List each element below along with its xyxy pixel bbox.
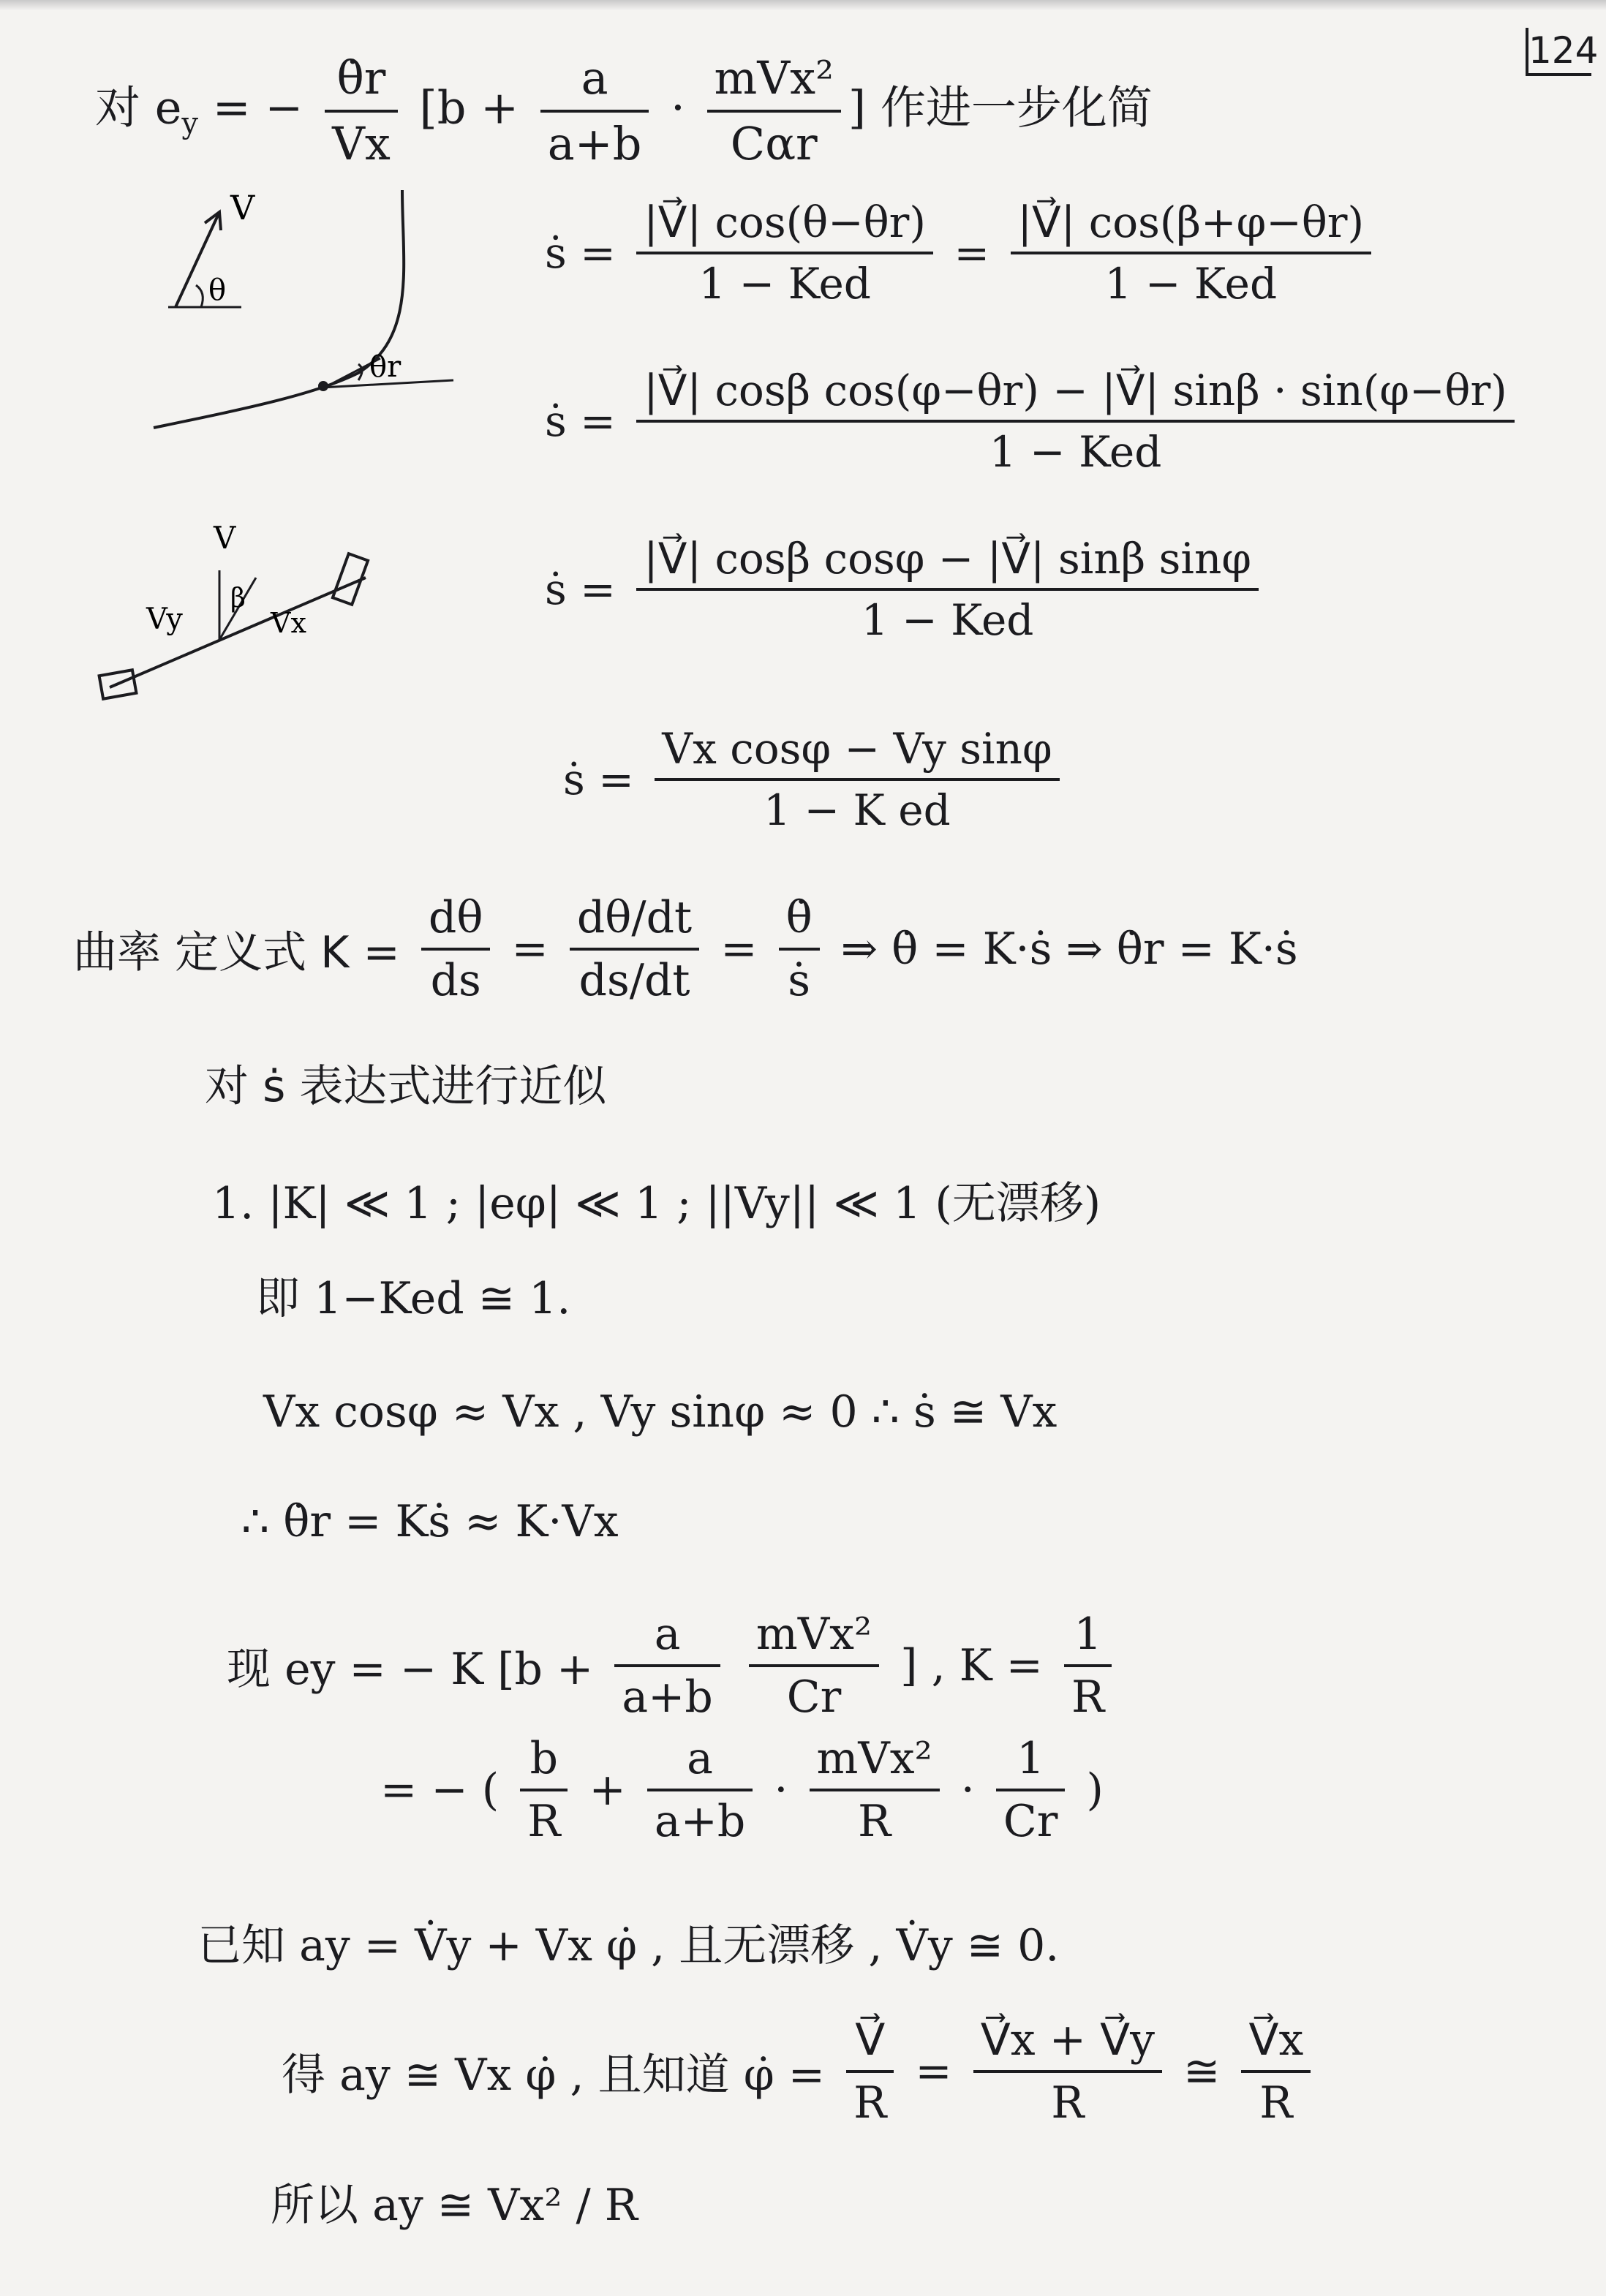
diag2-beta-label: β — [230, 584, 246, 613]
header-frac-2 — [540, 51, 649, 172]
frac-den: 1 − K ed — [764, 785, 951, 835]
frac-num: Vx cosφ − Vy sinφ — [655, 724, 1059, 781]
res2-frac-3 — [810, 1733, 940, 1847]
res-frac-a — [614, 1609, 720, 1723]
frac-num: a — [540, 51, 649, 113]
frac-den: 1 − Ked — [698, 259, 871, 309]
eq-frac — [636, 366, 1515, 477]
frac-den: Vx — [332, 117, 391, 171]
frac-den: 1 − Ked — [861, 595, 1034, 645]
diag2-vy-label: Vy — [146, 603, 183, 636]
header-bracket-open: [b + — [419, 80, 519, 135]
s-equation-2 — [545, 366, 1522, 477]
path-curve — [154, 190, 404, 428]
res2-frac-4 — [996, 1733, 1066, 1847]
frac-den: R — [527, 1796, 561, 1847]
known-frac-2 — [973, 2014, 1162, 2129]
eq-sign: ≅ — [1183, 2046, 1221, 2097]
res2-frac-1 — [520, 1733, 568, 1847]
curv-frac-2 — [570, 892, 699, 1006]
eq-sign: = — [915, 2046, 952, 2097]
page-top-edge — [0, 0, 1606, 10]
known-frac-3 — [1241, 2014, 1311, 2129]
approx-item-2: 即 1−Ked ≅ 1. — [256, 1273, 571, 1324]
header-dot: · — [656, 80, 700, 135]
frac-den: Cr — [1003, 1796, 1058, 1847]
diag1-theta-r-label: θr — [369, 350, 402, 384]
frac-num: |V⃗| cosβ cos(φ−θr) − |V⃗| sinβ · sin(φ−θr) — [636, 366, 1515, 423]
frac-den: a+b — [622, 1672, 713, 1723]
res-frac-k — [1064, 1609, 1112, 1723]
frac-num: θ̇r — [325, 51, 398, 113]
diag1-v-label: V — [230, 188, 255, 227]
frac-num: dθ/dt — [570, 892, 699, 951]
diag1-theta-label: θ — [208, 273, 227, 307]
approx-item-3: Vx cosφ ≈ Vx , Vy sinφ ≈ 0 ∴ ṡ ≅ Vx — [263, 1386, 1058, 1438]
page-number: 124 — [1526, 28, 1591, 76]
header-equation — [95, 51, 1153, 172]
frac-den: ds/dt — [578, 955, 690, 1006]
frac-den: 1 − Ked — [1104, 259, 1278, 309]
header-prefix: 对 e — [95, 80, 182, 135]
header-bracket-close: ] — [848, 80, 867, 135]
result-close: ] , K = — [900, 1640, 1043, 1691]
eq-frac-a — [636, 197, 933, 309]
frac-den: ṡ — [788, 955, 811, 1006]
frac-den: 1 − Ked — [989, 427, 1162, 477]
s-equation-3 — [545, 534, 1266, 645]
frac-num: mVx² — [749, 1609, 879, 1667]
eq-sign: = — [511, 924, 548, 975]
frac-num: 1 — [1064, 1609, 1112, 1667]
curv-frac-1 — [421, 892, 491, 1006]
front-wheel — [333, 554, 368, 605]
frac-num: |V⃗| cos(θ−θr) — [636, 197, 933, 254]
frac-num: |V⃗| cos(β+φ−θr) — [1011, 197, 1372, 254]
known-frac-1 — [846, 2014, 894, 2129]
eq-lhs: ṡ = — [563, 755, 634, 804]
frac-num: 1 — [996, 1733, 1066, 1791]
known-line2-prefix: 得 ay ≅ Vx φ̇ , 且知道 φ̇ = — [282, 2050, 826, 2101]
known-line-3: 所以 ay ≅ Vx² / R — [271, 2180, 638, 2231]
eq-frac-b — [1011, 197, 1372, 309]
frac-num: V⃗x + V⃗y — [973, 2014, 1162, 2073]
approx-item-1: 1. |K| ≪ 1 ; |eφ| ≪ 1 ; ||Vy|| ≪ 1 (无漂移) — [212, 1178, 1101, 1229]
eq-lhs: ṡ = — [545, 228, 616, 278]
header-eq: = − — [198, 80, 304, 135]
curvature-tail: ⇒ θ̇ = K·ṡ ⇒ θ̇r = K·ṡ — [840, 924, 1298, 975]
frac-den: Cr — [786, 1672, 842, 1723]
curvature-definition — [73, 892, 1298, 1006]
curv-frac-3 — [779, 892, 820, 1006]
frac-den: R — [1051, 2077, 1085, 2129]
frac-num: a — [647, 1733, 753, 1791]
frac-num: mVx² — [707, 51, 841, 113]
frac-num: |V⃗| cosβ cosφ − |V⃗| sinβ sinφ — [636, 534, 1259, 591]
header-suffix: 作进一步化简 — [866, 80, 1153, 135]
eq-frac — [636, 534, 1259, 645]
theta-arc — [196, 285, 203, 307]
frac-den: ds — [430, 955, 481, 1006]
frac-den: R — [853, 2077, 887, 2129]
res-frac-b — [749, 1609, 879, 1723]
plus-sign: + — [589, 1764, 626, 1816]
frac-num: a — [614, 1609, 720, 1667]
approx-item-4: ∴ θ̇r = Kṡ ≈ K·Vx — [241, 1496, 619, 1547]
diagram-path-heading — [139, 175, 475, 446]
frac-den: R — [1259, 2077, 1293, 2129]
result-line2-prefix: = − ( — [380, 1764, 499, 1816]
frac-num: mVx² — [810, 1733, 940, 1791]
frac-num: dθ — [421, 892, 491, 951]
known-line-2 — [282, 2014, 1318, 2129]
eq-frac — [655, 724, 1059, 835]
header-frac-1 — [325, 51, 398, 172]
frac-den: R — [1071, 1672, 1105, 1723]
eq-lhs: ṡ = — [545, 396, 616, 446]
frac-num: V⃗x — [1241, 2014, 1311, 2073]
res2-frac-2 — [647, 1733, 753, 1847]
frac-num: V⃗ — [846, 2014, 894, 2073]
eq-lhs: ṡ = — [545, 564, 616, 614]
result-ey-line2 — [380, 1733, 1104, 1847]
header-sub: y — [181, 106, 199, 140]
s-equation-1 — [545, 197, 1379, 309]
curvature-label: 曲率 定义式 K = — [73, 927, 400, 978]
dot-sign: · — [774, 1764, 788, 1816]
frac-num: b — [520, 1733, 568, 1791]
frac-den: R — [857, 1796, 891, 1847]
diag2-v-label: V — [214, 520, 236, 556]
header-frac-3 — [707, 51, 841, 172]
result-line2-close: ) — [1086, 1764, 1104, 1816]
eq-sign: = — [720, 924, 758, 975]
result-ey-line1 — [227, 1609, 1119, 1723]
frac-den: a+b — [654, 1796, 746, 1847]
frac-den: Cαr — [730, 117, 818, 171]
frac-den: a+b — [547, 117, 642, 171]
eq-mid: = — [954, 228, 990, 278]
result-prefix: 现 ey = − K [b + — [227, 1644, 594, 1695]
frac-num: θ̇ — [779, 892, 820, 951]
diagram-vehicle-velocity — [88, 512, 395, 709]
diag2-vx-label: Vx — [271, 607, 306, 639]
known-line-1: 已知 ay = V̇y + Vx φ̇ , 且无漂移 , V̇y ≅ 0. — [197, 1920, 1060, 1971]
dot-sign: · — [960, 1764, 975, 1816]
approx-intro: 对 ṡ 表达式进行近似 — [205, 1061, 607, 1112]
s-equation-4 — [563, 724, 1067, 835]
